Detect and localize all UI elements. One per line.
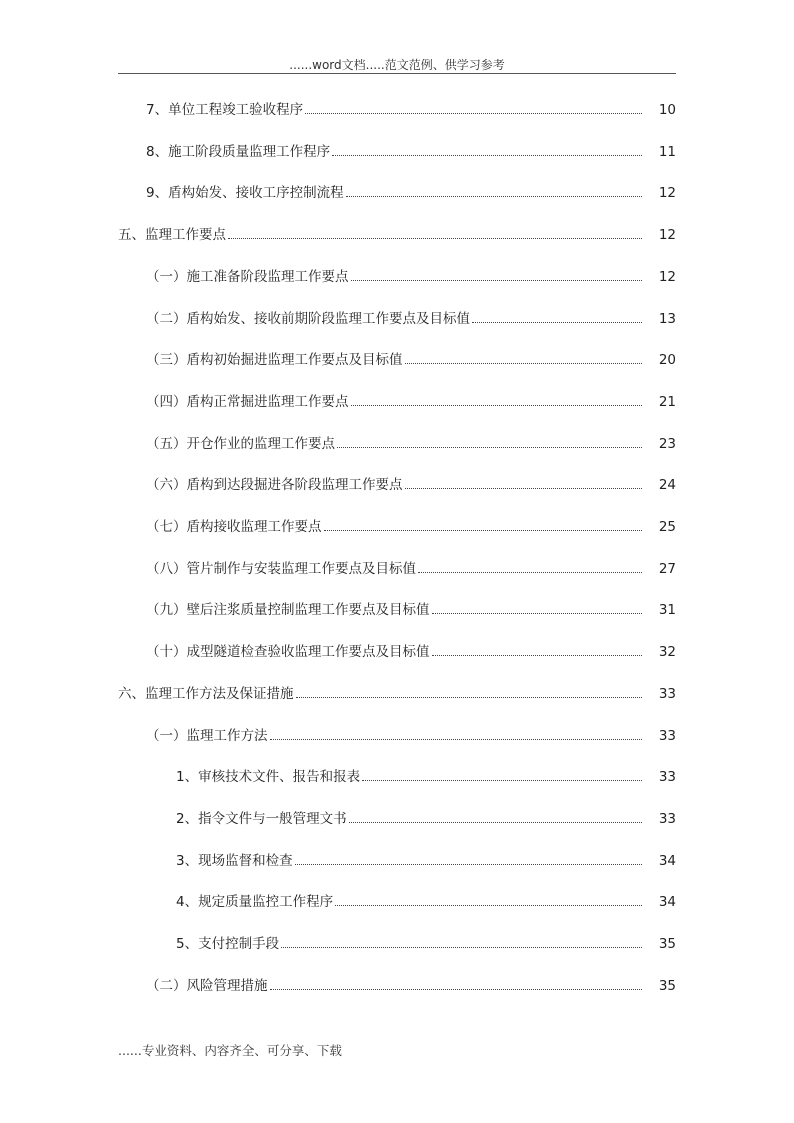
toc-dot-leader (362, 780, 642, 781)
toc-dot-leader (472, 322, 642, 323)
toc-entry[interactable] (118, 223, 676, 243)
toc-entry-label: 2、指令文件与一般管理文书 (176, 811, 347, 827)
toc-dot-leader (332, 155, 642, 156)
toc-dot-leader (337, 447, 642, 448)
toc-entry-page: 34 (658, 894, 676, 910)
toc-entry-page: 35 (658, 936, 676, 952)
toc-entry[interactable] (146, 974, 676, 994)
toc-entry[interactable] (146, 348, 676, 368)
toc-entry[interactable] (146, 140, 676, 160)
toc-entry-label: （九）壁后注浆质量控制监理工作要点及目标值 (146, 602, 430, 618)
header-divider (118, 73, 676, 74)
toc-entry-page: 35 (658, 978, 676, 994)
toc-entry-page: 10 (658, 102, 676, 118)
toc-dot-leader (270, 989, 643, 990)
toc-entry-page: 33 (658, 769, 676, 785)
toc-entry-page: 23 (658, 436, 676, 452)
toc-entry-page: 12 (658, 269, 676, 285)
toc-entry-label: （十）成型隧道检查验收监理工作要点及目标值 (146, 644, 430, 660)
toc-dot-leader (405, 363, 643, 364)
toc-dot-leader (295, 864, 642, 865)
toc-entry-label: （四）盾构正常掘进监理工作要点 (146, 394, 349, 410)
toc-entry-label: 5、支付控制手段 (176, 936, 280, 952)
toc-entry-page: 32 (658, 644, 676, 660)
toc-entry[interactable] (146, 307, 676, 327)
toc-entry-label: （六）盾构到达段掘进各阶段监理工作要点 (146, 477, 403, 493)
toc-entry[interactable] (146, 557, 676, 577)
toc-entry-page: 11 (658, 144, 676, 160)
toc-entry[interactable] (176, 849, 676, 869)
toc-entry-page: 21 (658, 394, 676, 410)
toc-dot-leader (296, 697, 643, 698)
toc-entry[interactable] (176, 765, 676, 785)
toc-dot-leader (270, 739, 643, 740)
toc-entry-page: 24 (658, 477, 676, 493)
toc-entry-page: 12 (658, 185, 676, 201)
toc-entry-label: （八）管片制作与安装监理工作要点及目标值 (146, 561, 416, 577)
toc-entry[interactable] (146, 515, 676, 535)
toc-entry-page: 34 (658, 853, 676, 869)
toc-entry-label: （一）施工准备阶段监理工作要点 (146, 269, 349, 285)
toc-entry[interactable] (176, 807, 676, 827)
toc-entry[interactable] (146, 181, 676, 201)
toc-entry[interactable] (146, 640, 676, 660)
toc-dot-leader (432, 613, 643, 614)
page-footer: ......专业资料、内容齐全、可分享、下载 (118, 1043, 342, 1058)
toc-entry-label: （二）风险管理措施 (146, 978, 268, 994)
toc-entry-page: 12 (658, 227, 676, 243)
toc-dot-leader (405, 488, 643, 489)
toc-entry-label: （二）盾构始发、接收前期阶段监理工作要点及目标值 (146, 311, 470, 327)
toc-dot-leader (335, 905, 642, 906)
toc-dot-leader (346, 196, 642, 197)
toc-entry-label: 五、监理工作要点 (118, 227, 226, 243)
toc-dot-leader (432, 655, 643, 656)
toc-entry-label: 六、监理工作方法及保证措施 (118, 686, 294, 702)
toc-entry-label: 8、施工阶段质量监理工作程序 (146, 144, 331, 160)
toc-entry[interactable] (146, 724, 676, 744)
toc-entry-label: 3、现场监督和检查 (176, 853, 293, 869)
toc-entry-page: 27 (658, 561, 676, 577)
toc-dot-leader (305, 113, 642, 114)
toc-entry-page: 13 (658, 311, 676, 327)
toc-entry-page: 33 (658, 728, 676, 744)
toc-entry-label: （三）盾构初始掘进监理工作要点及目标值 (146, 352, 403, 368)
toc-dot-leader (351, 280, 643, 281)
toc-entry[interactable] (146, 473, 676, 493)
toc-entry[interactable] (176, 890, 676, 910)
toc-dot-leader (281, 947, 642, 948)
toc-entry[interactable] (146, 432, 676, 452)
toc-dot-leader (324, 530, 643, 531)
toc-entry[interactable] (146, 98, 676, 118)
toc-dot-leader (349, 822, 642, 823)
toc-entry[interactable] (118, 682, 676, 702)
toc-entry-label: 7、单位工程竣工验收程序 (146, 102, 304, 118)
toc-entry-page: 25 (658, 519, 676, 535)
toc-entry-label: （五）开仓作业的监理工作要点 (146, 436, 335, 452)
page-header: ......word文档.....范文范例、供学习参考 (289, 58, 505, 72)
toc-entry-label: （七）盾构接收监理工作要点 (146, 519, 322, 535)
toc-entry[interactable] (146, 265, 676, 285)
toc-dot-leader (228, 238, 642, 239)
toc-entry-page: 33 (658, 811, 676, 827)
toc-entry[interactable] (146, 598, 676, 618)
toc-dot-leader (418, 572, 642, 573)
toc-entry-page: 33 (658, 686, 676, 702)
toc-dot-leader (351, 405, 643, 406)
toc-entry-label: （一）监理工作方法 (146, 728, 268, 744)
toc-entry-page: 20 (658, 352, 676, 368)
toc-entry[interactable] (176, 932, 676, 952)
toc-entry-page: 31 (658, 602, 676, 618)
toc-entry-label: 9、盾构始发、接收工序控制流程 (146, 185, 344, 201)
toc-entry-label: 1、审核技术文件、报告和报表 (176, 769, 361, 785)
toc-entry-label: 4、规定质量监控工作程序 (176, 894, 334, 910)
toc-entry[interactable] (146, 390, 676, 410)
